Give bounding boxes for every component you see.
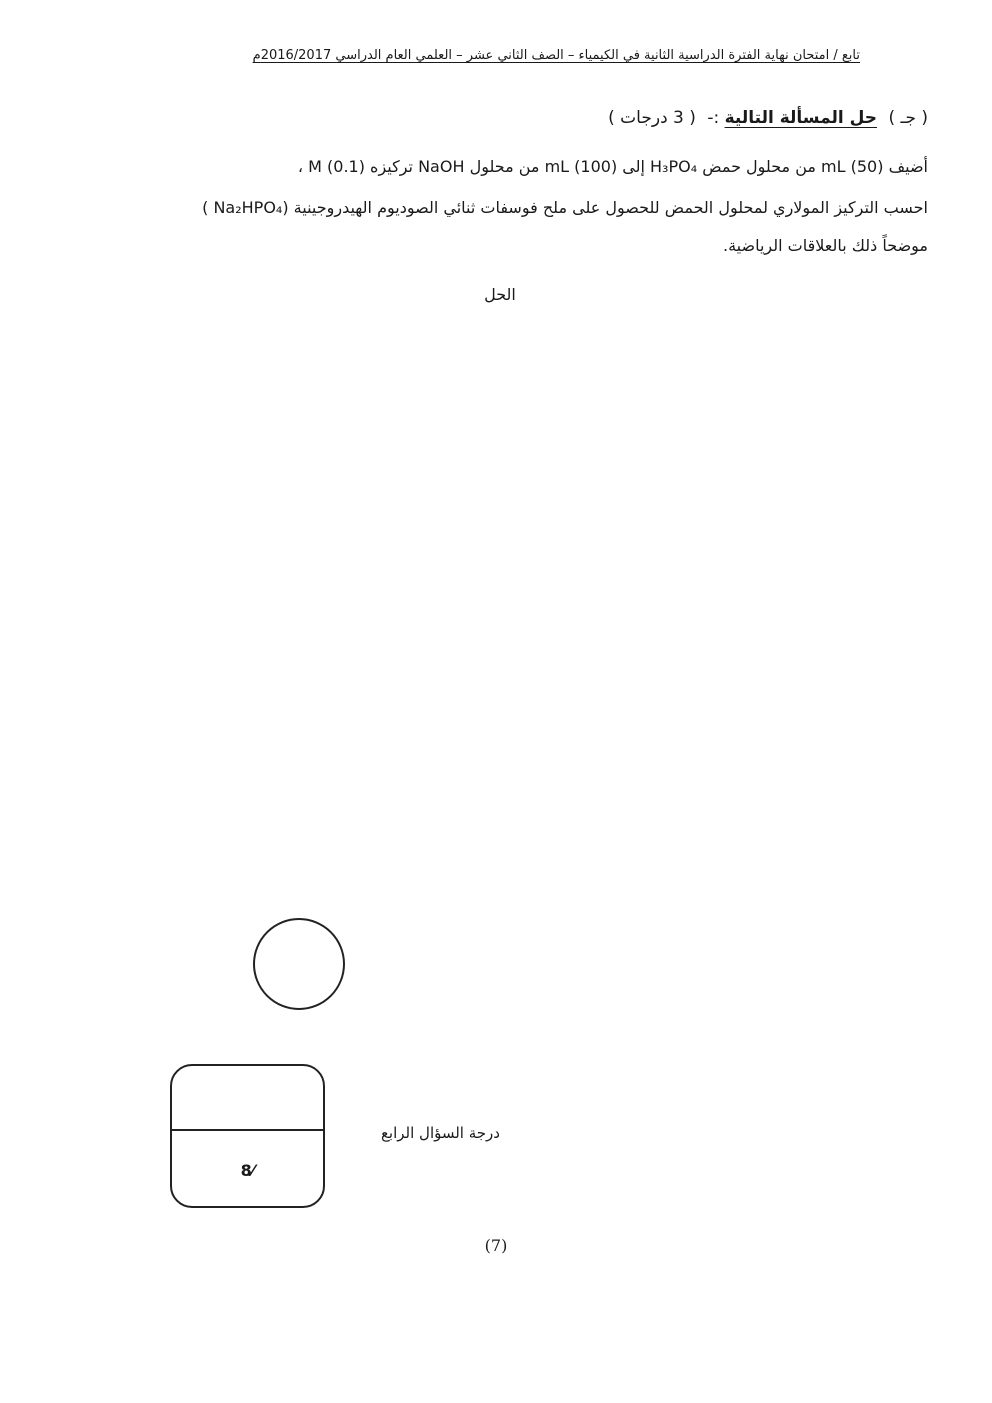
question-line-1: أضيف mL (50) من محلول حمض H₃PO₄ إلى mL (100) من محلول NaOH تركيزه M (0.1) ، [297,157,928,176]
question-marks: ( 3 درجات ) [608,108,696,128]
grade-caption: درجة السؤال الرابع [380,1124,500,1142]
page-header: تابع / امتحان نهاية الفترة الدراسية الثانية في الكيمياء – الصف الثاني عشر – العلمي العام الدراسي 2016/2017م [252,48,860,63]
solution-label: الحل [484,285,516,304]
mark-circle [253,918,345,1010]
grade-box-blank-cell [172,1066,323,1131]
page-number: (7) [484,1236,508,1255]
question-title [508,108,928,128]
question-separator: :- [707,108,720,128]
question-line-2: احسب التركيز المولاري لمحلول الحمض للحصول على ملح فوسفات ثنائي الصوديوم الهيدروجينية (Na₂HPO₄ ) [202,198,928,217]
question-part-label: ( جـ ) [888,108,928,128]
question-line-3: موضحاً ذلك بالعلاقات الرياضية. [723,236,928,255]
grade-box [170,1064,325,1208]
grade-total: 8⁄ [240,1161,255,1180]
question-heading: حل المسألة التالية [724,108,878,128]
